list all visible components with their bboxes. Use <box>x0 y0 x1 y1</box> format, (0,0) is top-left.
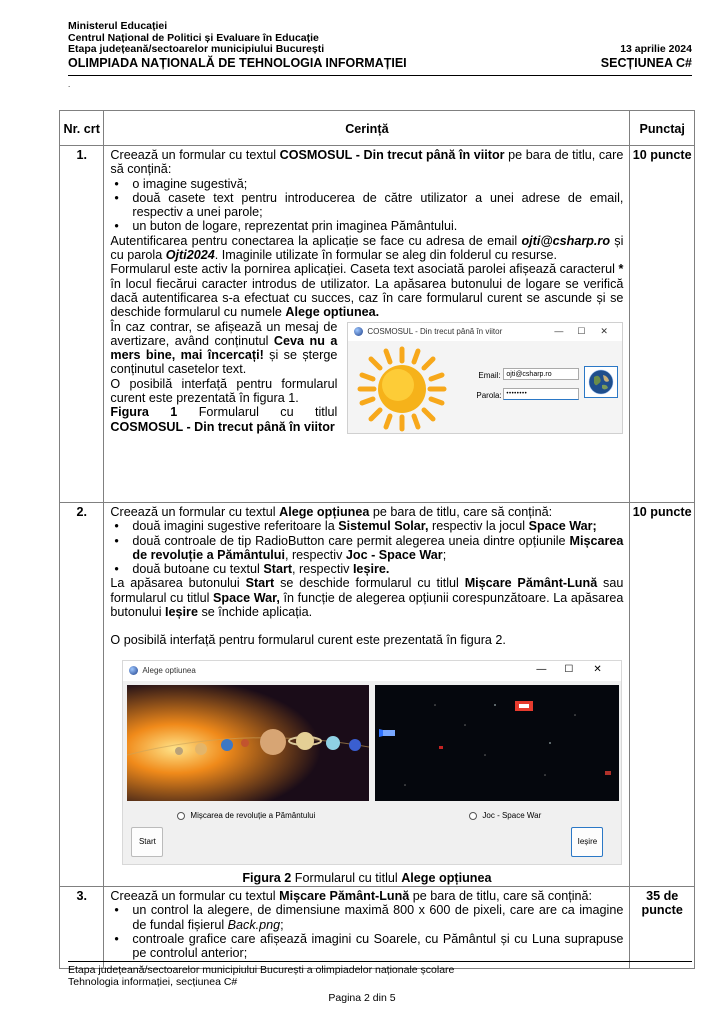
row-number: 1. <box>60 146 104 503</box>
login-button[interactable] <box>584 366 618 398</box>
list-item: • o imagine sugestivă; <box>110 177 623 191</box>
header-dot: . <box>68 80 71 89</box>
row-requirement <box>104 887 630 969</box>
figure-2 <box>122 660 622 865</box>
row-points: 10 puncte <box>630 503 695 887</box>
password-field[interactable]: •••••••• <box>503 388 579 400</box>
list-item: • două butoane cu textul Start, respectiv Ieșire. <box>110 562 623 576</box>
row2-intro: Creează un formular cu textul Alege opțiunea pe bara de titlu, care să conțină: <box>110 505 553 519</box>
col-nr: Nr. crt <box>60 111 104 146</box>
radio-space-war-label: Joc - Space War <box>482 810 542 820</box>
radio-space-war[interactable] <box>469 811 541 821</box>
earth-icon <box>588 369 614 395</box>
space-war-image <box>375 685 619 801</box>
maximize-icon[interactable]: ☐ <box>564 663 574 675</box>
exit-button[interactable]: Ieșire <box>571 827 603 857</box>
row-points: 10 puncte <box>630 146 695 503</box>
list-item: • controale grafice care afișează imagini cu Soarele, cu Pământul și cu Luna suprapuse pe controlul anterior; <box>110 932 623 961</box>
page-footer <box>68 964 692 988</box>
figure-2-caption: Figura 2 Formularul cu titlul Alege opțiunea <box>242 870 492 885</box>
footer-subject: Tehnologia informației, secțiunea C# <box>68 976 238 988</box>
table-row <box>60 503 695 887</box>
footer-divider <box>68 961 692 962</box>
solar-system-image <box>127 685 369 801</box>
header-section: SECȚIUNEA C# <box>600 55 692 70</box>
sun-image <box>354 345 450 433</box>
page-number: Pagina 2 din 5 <box>328 992 396 1004</box>
header-title: OLIMPIADA NAȚIONALĂ DE TEHNOLOGIA INFORMAȚIEI <box>68 55 407 70</box>
app-icon <box>354 327 363 336</box>
radio-circle-icon <box>469 812 477 820</box>
app-icon <box>129 666 138 675</box>
list-item: • două controale de tip RadioButton care permit alegerea uneia dintre opțiunile Mișcarea de revoluție a Pământului, respectiv Joc - Space War; <box>110 534 623 563</box>
close-icon[interactable]: ✕ <box>600 325 608 336</box>
list-item: • un buton de logare, reprezentat prin imaginea Pământului. <box>110 219 623 233</box>
list-item: • două casete text pentru introducerea de către utilizator a unei adrese de email, respectiv a unei parole; <box>110 191 623 220</box>
password-label: Parola: <box>476 390 502 400</box>
radio-revolution[interactable] <box>177 811 315 821</box>
requirements-table <box>59 110 695 969</box>
row1-auth-paragraph: Autentificarea pentru conectarea la aplicație se face cu adresa de email ojti@csharp.ro și cu parola Ojti2024. Imaginile utilizate în formular se aleg din folderul cu resurse. <box>110 233 624 263</box>
close-icon[interactable]: ✕ <box>593 663 602 675</box>
row1-behaviour-paragraph: Formularul este activ la pornirea aplicației. Caseta text asociată parolei afișează caracterul * în locul fiecărui caracter introdus de utilizator. La apăsarea butonului de logare se verifică dacă autentificarea s-a efectuat cu succes, caz în care formularul curent se ascunde și se deschide formularul cu numele Alege optiunea. <box>110 262 624 320</box>
row-number: 3. <box>60 887 104 969</box>
list-item: • două imagini sugestive referitoare la Sistemul Solar, respectiv la jocul Space War; <box>110 519 623 533</box>
email-field[interactable]: ojti@csharp.ro <box>503 368 579 380</box>
login-window <box>347 322 623 434</box>
start-button[interactable]: Start <box>131 827 163 857</box>
table-row <box>60 146 695 503</box>
options-window-title: Alege optiunea <box>142 665 196 675</box>
table-row <box>60 887 695 969</box>
login-window-title: COSMOSUL - Din trecut până în viitor <box>367 326 503 336</box>
row1-bullets <box>110 177 623 234</box>
row2-behaviour-paragraph: La apăsarea butonului Start se deschide formularul cu titlul Mișcare Pământ-Lună sau formularul cu titlul Space War, în funcție de alegerea opțiunii corespunzătoare. La apăsarea butonului Ieșire se închide aplicația. <box>110 576 624 620</box>
minimize-icon[interactable]: — <box>536 663 547 675</box>
row2-bullets <box>110 519 623 576</box>
header-date: 13 aprilie 2024 <box>620 43 692 55</box>
header-ministry: Ministerul Educației <box>68 20 168 32</box>
options-window-titlebar <box>123 661 621 681</box>
col-points: Punctaj <box>630 111 695 146</box>
col-requirement: Cerință <box>104 111 630 146</box>
row3-intro: Creează un formular cu textul Mișcare Pământ-Lună pe bara de titlu, care să conțină: <box>110 889 593 903</box>
maximize-icon[interactable]: ☐ <box>577 325 586 336</box>
header-divider <box>68 75 692 76</box>
row3-bullets <box>110 903 623 960</box>
header-stage: Etapa județeană/sectoarelor municipiului București <box>68 43 325 55</box>
radio-circle-icon <box>177 812 185 820</box>
page-header <box>68 21 692 70</box>
row1-warning-paragraph: În caz contrar, se afișează un mesaj de avertizare, având conținutul Ceva nu a mers bine, mai încercați! și se șterge conținutul casetelor text. <box>110 319 338 377</box>
row2-figure-ref: O posibilă interfață pentru formularul curent este prezentată în figura 2. <box>110 633 506 648</box>
row-number: 2. <box>60 503 104 887</box>
email-label: Email: <box>478 370 501 380</box>
table-header-row <box>60 111 695 146</box>
footer-stage: Etapa județeană/sectoarelor municipiului București a olimpiadelor naționale școlare <box>68 964 455 976</box>
row-points: 35 de puncte <box>630 887 695 969</box>
header-center: Centrul Național de Politici și Evaluare în Educație <box>68 31 319 44</box>
row-requirement <box>104 146 630 503</box>
figure-1 <box>347 322 625 434</box>
radio-revolution-label: Mișcarea de revoluție a Pământului <box>190 810 316 820</box>
row-requirement <box>104 503 630 887</box>
figure-1-caption: Figura 1 Formularul cu titlul COSMOSUL - Din trecut până în viitor <box>110 405 338 434</box>
row1-intro: Creează un formular cu textul COSMOSUL - Din trecut până în viitor pe bara de titlu, care să conțină: <box>110 148 624 177</box>
minimize-icon[interactable]: — <box>554 325 564 336</box>
row1-figure-ref: O posibilă interfață pentru formularul curent este prezentată în figura 1. <box>110 376 338 406</box>
list-item: • un control la alegere, de dimensiune maximă 800 x 600 de pixeli, care are ca imagine de fundal fișierul Back.png; <box>110 903 623 932</box>
